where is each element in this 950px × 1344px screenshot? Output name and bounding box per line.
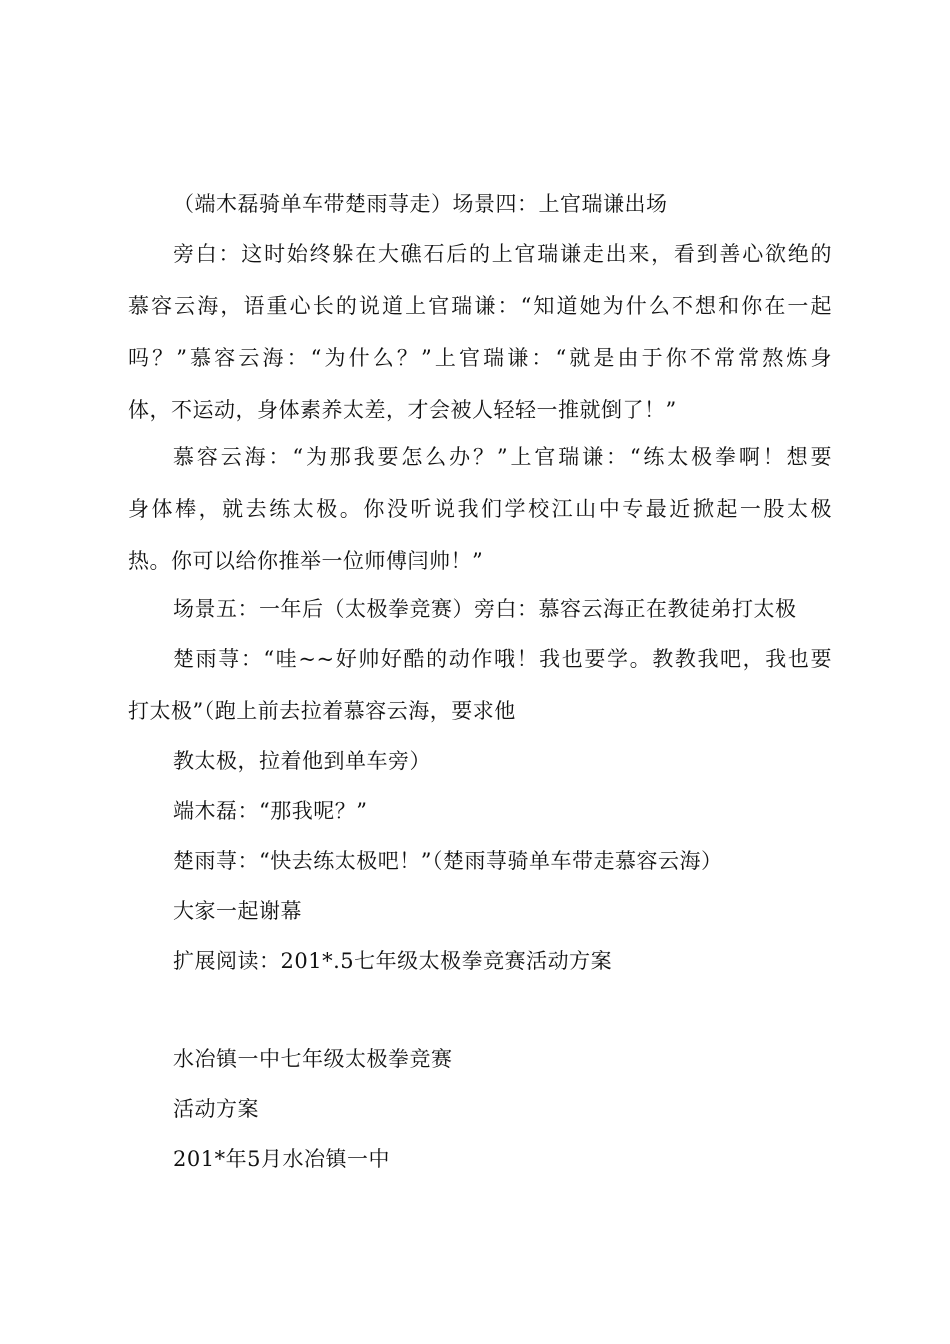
chu-yuxun-line-1: 楚雨荨：“哇~~好帅好酷的动作哦！我也要学。教教我吧，我也要 xyxy=(173,647,832,671)
chu-yuxun-line-2: 打太极”（跑上前去拉着慕容云海，要求他 xyxy=(128,699,516,723)
chu-yuxun-line-3: 教太极，拉着他到单车旁） xyxy=(173,749,431,773)
scene-five-heading: 场景五：一年后（太极拳竞赛）旁白：慕容云海正在教徒弟打太极 xyxy=(173,597,797,621)
narration-line-3: 吗？”慕容云海：“为什么？”上官瑞谦：“就是由于你不常常熬炼身 xyxy=(128,346,832,370)
extended-reading-line: 扩展阅读：201*.5七年级太极拳竞赛活动方案 xyxy=(173,949,613,973)
narration-line-1: 旁白：这时始终躲在大礁石后的上官瑞谦走出来，看到善心欲绝的 xyxy=(173,242,832,266)
competition-title: 水冶镇一中七年级太极拳竞赛 xyxy=(173,1047,453,1071)
narration-line-2: 慕容云海，语重心长的说道上官瑞谦：“知道她为什么不想和你在一起 xyxy=(128,294,832,318)
dialogue-line-2: 身体棒，就去练太极。你没听说我们学校江山中专最近掀起一股太极 xyxy=(128,497,832,521)
date-and-school: 201*年5月水冶镇一中 xyxy=(173,1147,390,1171)
chu-yuxun-final-line: 楚雨荨：“快去练太极吧！”（楚雨荨骑单车带走慕容云海） xyxy=(173,849,723,873)
curtain-call-line: 大家一起谢幕 xyxy=(173,899,302,923)
narration-line-4: 体，不运动，身体素养太差，才会被人轻轻一推就倒了！” xyxy=(128,398,677,422)
scene-four-heading: （端木磊骑单车带楚雨荨走）场景四：上官瑞谦出场 xyxy=(173,192,668,216)
duanmu-lei-line: 端木磊：“那我呢？” xyxy=(173,799,368,823)
dialogue-line-1: 慕容云海：“为那我要怎么办？”上官瑞谦：“练太极拳啊！想要 xyxy=(173,445,832,469)
dialogue-line-3: 热。你可以给你推举一位师傅闫帅！” xyxy=(128,549,484,573)
activity-plan-title: 活动方案 xyxy=(173,1097,259,1121)
